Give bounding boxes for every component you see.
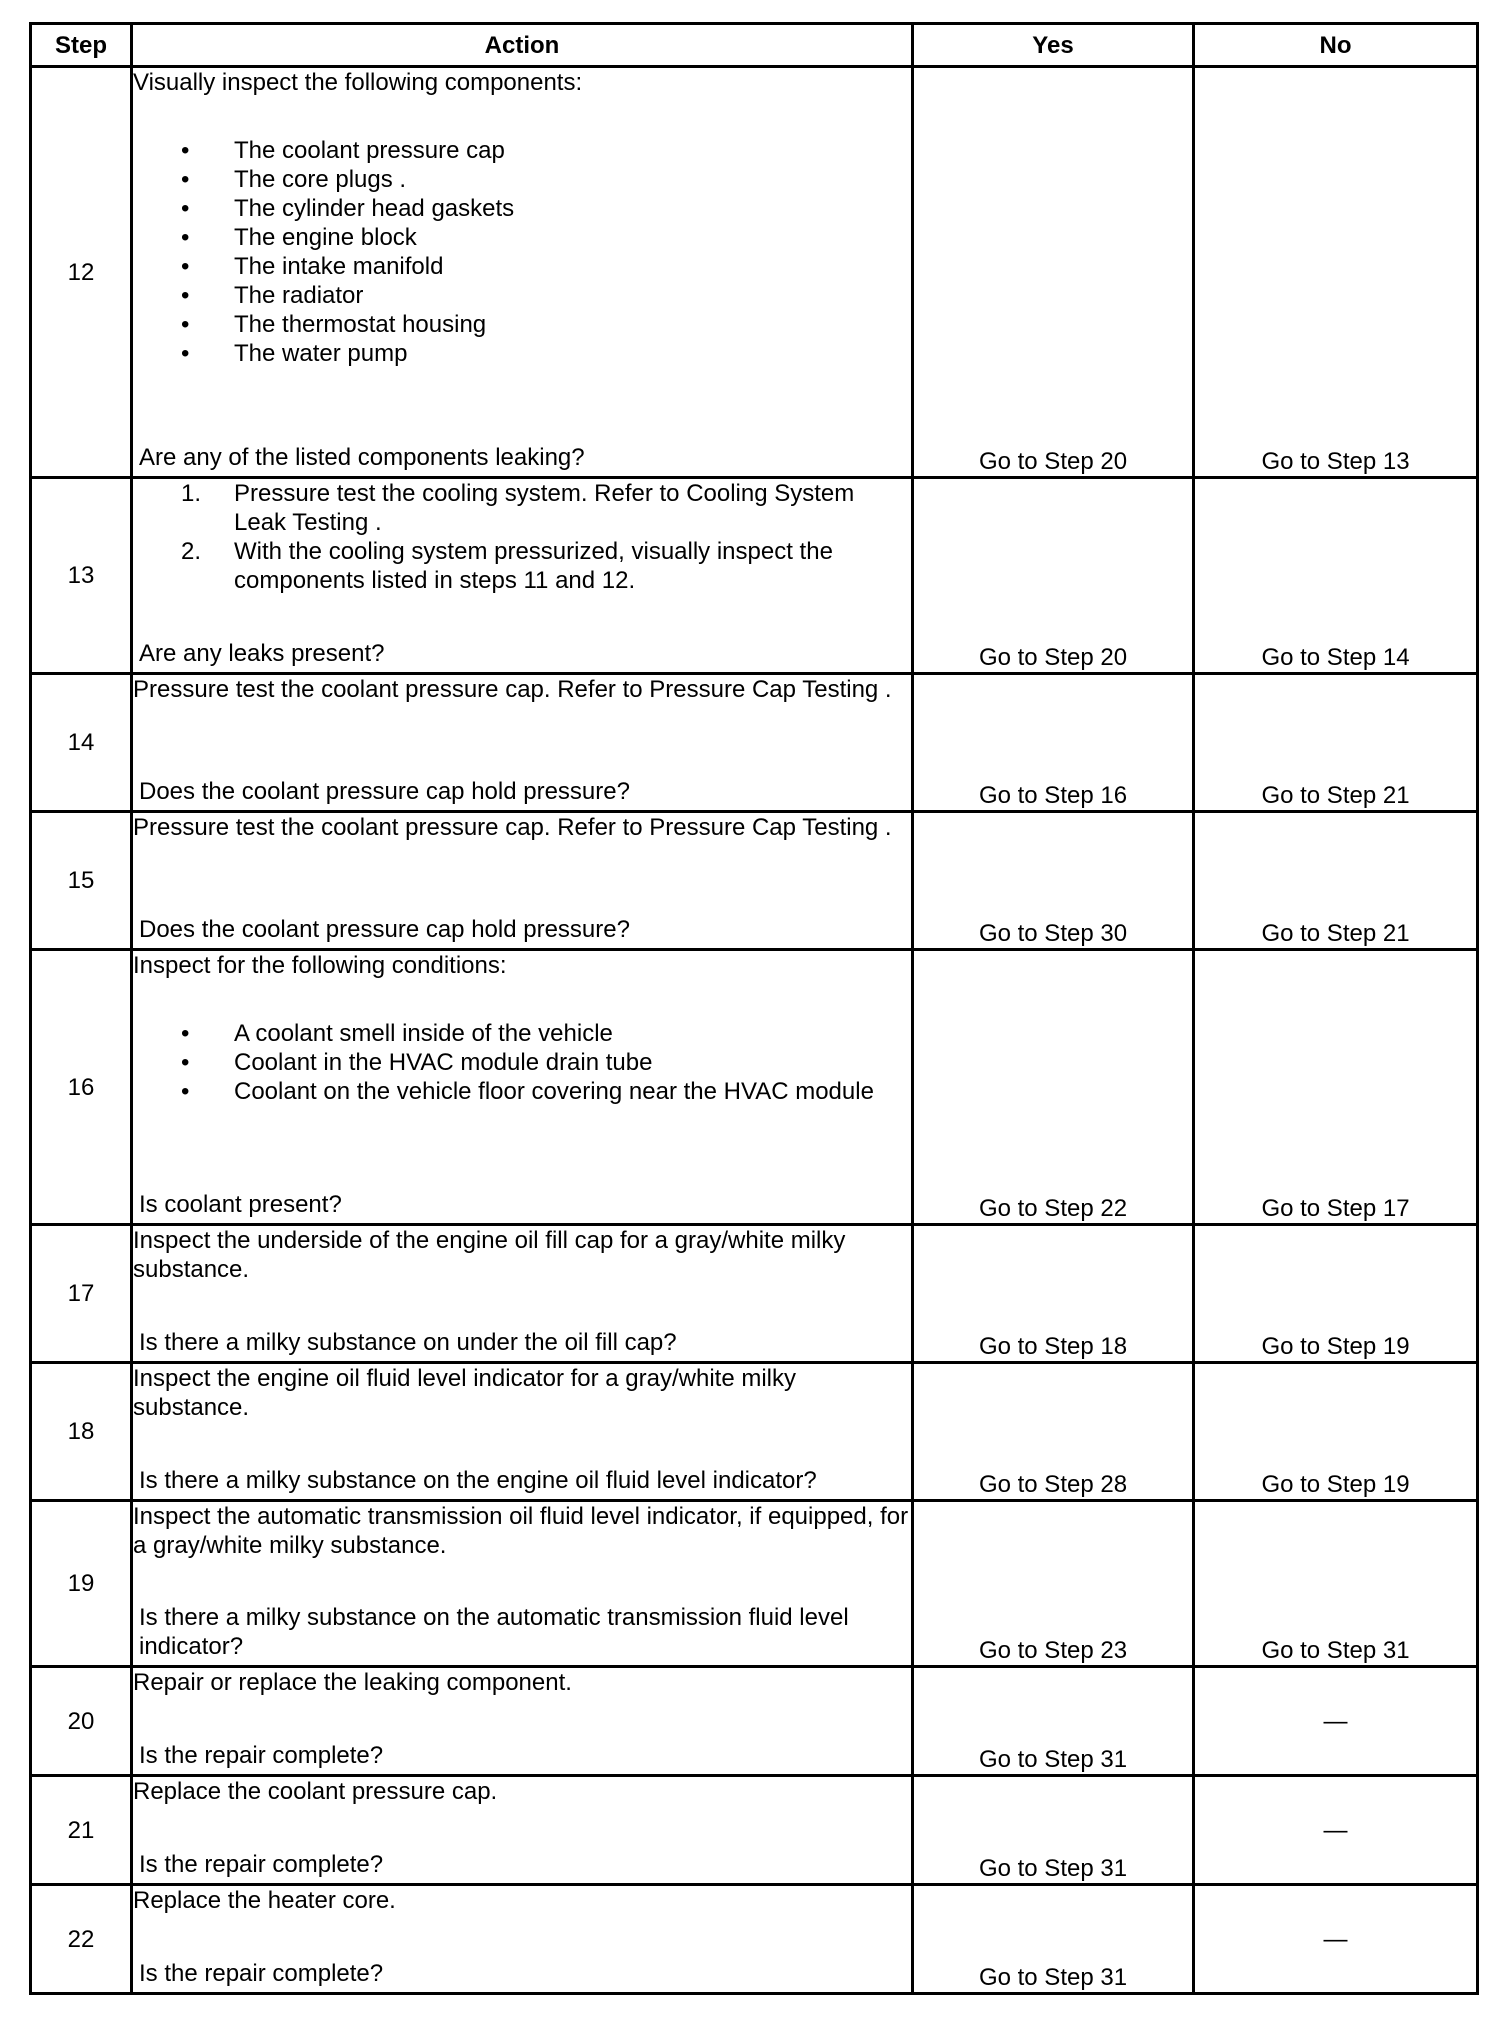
step-number: 17	[31, 1225, 132, 1363]
list-number: 2.	[181, 538, 202, 565]
bullet-marker: •	[181, 340, 190, 367]
action-question: Is coolant present?	[139, 1191, 342, 1218]
list-item-text: Coolant on the vehicle floor covering near the HVAC module	[234, 1078, 874, 1105]
action-question: Is there a milky substance on the automatic transmission fluid level indicator?	[139, 1604, 849, 1660]
bullet-marker: •	[181, 311, 190, 338]
list-item-text: The radiator	[234, 282, 364, 309]
list-item	[133, 310, 911, 339]
action-question: Is there a milky substance on the engine oil fluid level indicator?	[139, 1467, 817, 1494]
bulleted-list	[133, 136, 911, 368]
action-cell	[132, 1363, 913, 1501]
action-instruction: Repair or replace the leaking component.	[133, 1669, 572, 1696]
list-item-text: A coolant smell inside of the vehicle	[234, 1020, 613, 1047]
action-question: Is the repair complete?	[139, 1742, 384, 1769]
bullet-marker: •	[181, 224, 190, 251]
action-instruction: Replace the heater core.	[133, 1887, 396, 1914]
action-question: Is the repair complete?	[139, 1851, 384, 1878]
yes-result: Go to Step 28	[913, 1363, 1194, 1501]
step-number: 14	[31, 674, 132, 812]
table-row	[31, 1501, 1478, 1667]
bullet-marker: •	[181, 195, 190, 222]
step-number: 19	[31, 1501, 132, 1667]
list-item-text: The cylinder head gaskets	[234, 195, 515, 222]
action-cell	[132, 950, 913, 1225]
yes-result: Go to Step 20	[913, 67, 1194, 478]
list-number: 1.	[181, 480, 202, 507]
action-cell	[132, 1501, 913, 1667]
action-instruction: Inspect the underside of the engine oil fill cap for a gray/white milky substance.	[133, 1227, 846, 1283]
table-row	[31, 1225, 1478, 1363]
action-cell	[132, 67, 913, 478]
no-result: Go to Step 19	[1194, 1363, 1478, 1501]
action-instruction: Inspect for the following conditions:	[133, 952, 507, 979]
no-result: Go to Step 17	[1194, 950, 1478, 1225]
header-action: Action	[132, 24, 913, 67]
action-question: Is the repair complete?	[139, 1960, 384, 1987]
yes-result: Go to Step 18	[913, 1225, 1194, 1363]
action-cell	[132, 1885, 913, 1994]
step-number: 21	[31, 1776, 132, 1885]
list-item	[133, 1019, 911, 1048]
table-row	[31, 1885, 1478, 1994]
list-item-text: The engine block	[234, 224, 417, 251]
list-item	[133, 223, 911, 252]
list-item	[133, 339, 911, 368]
action-question: Does the coolant pressure cap hold pressure?	[139, 916, 630, 943]
action-cell	[132, 674, 913, 812]
step-number: 15	[31, 812, 132, 950]
diagnostic-table	[29, 22, 1479, 1995]
no-result: Go to Step 21	[1194, 812, 1478, 950]
action-instruction: Inspect the engine oil fluid level indicator for a gray/white milky substance.	[133, 1365, 796, 1421]
step-number: 16	[31, 950, 132, 1225]
yes-result: Go to Step 31	[913, 1885, 1194, 1994]
list-item	[133, 136, 911, 165]
list-item-text: The water pump	[234, 340, 408, 367]
list-item-text: Pressure test the cooling system. Refer to Cooling System Leak Testing .	[234, 480, 855, 536]
header-yes: Yes	[913, 24, 1194, 67]
list-item-text: The thermostat housing	[234, 311, 487, 338]
action-question: Does the coolant pressure cap hold pressure?	[139, 778, 630, 805]
yes-result: Go to Step 31	[913, 1667, 1194, 1776]
list-item-text: Coolant in the HVAC module drain tube	[234, 1049, 653, 1076]
yes-result: Go to Step 30	[913, 812, 1194, 950]
action-instruction: Replace the coolant pressure cap.	[133, 1778, 498, 1805]
action-instruction: Pressure test the coolant pressure cap. Refer to Pressure Cap Testing .	[133, 676, 892, 703]
list-item-text: The intake manifold	[234, 253, 444, 280]
table-row	[31, 1363, 1478, 1501]
list-item	[133, 165, 911, 194]
no-result: —	[1194, 1776, 1478, 1885]
list-item-text: With the cooling system pressurized, visually inspect the components listed in steps 11 and 12.	[234, 538, 833, 594]
step-number: 22	[31, 1885, 132, 1994]
yes-result: Go to Step 16	[913, 674, 1194, 812]
bullet-marker: •	[181, 166, 190, 193]
header-row	[31, 24, 1478, 67]
list-item	[133, 281, 911, 310]
yes-result: Go to Step 20	[913, 478, 1194, 674]
list-item	[133, 1048, 911, 1077]
bullet-marker: •	[181, 137, 190, 164]
list-item	[133, 537, 911, 595]
header-no: No	[1194, 24, 1478, 67]
bullet-marker: •	[181, 253, 190, 280]
table-row	[31, 950, 1478, 1225]
no-result: Go to Step 13	[1194, 67, 1478, 478]
step-number: 20	[31, 1667, 132, 1776]
no-result: Go to Step 14	[1194, 478, 1478, 674]
action-instruction: Inspect the automatic transmission oil fluid level indicator, if equipped, for a gray/white milky substance.	[133, 1503, 909, 1559]
header-step: Step	[31, 24, 132, 67]
action-question: Are any of the listed components leaking?	[139, 444, 585, 471]
step-number: 12	[31, 67, 132, 478]
action-cell	[132, 1225, 913, 1363]
action-cell	[132, 478, 913, 674]
no-result: Go to Step 19	[1194, 1225, 1478, 1363]
no-result: Go to Step 31	[1194, 1501, 1478, 1667]
table-row	[31, 674, 1478, 812]
table-row	[31, 478, 1478, 674]
list-item	[133, 252, 911, 281]
bullet-marker: •	[181, 282, 190, 309]
action-cell	[132, 1776, 913, 1885]
action-cell	[132, 812, 913, 950]
list-item	[133, 1077, 911, 1106]
yes-result: Go to Step 23	[913, 1501, 1194, 1667]
table-row	[31, 1667, 1478, 1776]
yes-result: Go to Step 31	[913, 1776, 1194, 1885]
numbered-list	[133, 479, 911, 595]
no-result: Go to Step 21	[1194, 674, 1478, 812]
bullet-marker: •	[181, 1049, 190, 1076]
step-number: 13	[31, 478, 132, 674]
step-number: 18	[31, 1363, 132, 1501]
table-row	[31, 1776, 1478, 1885]
action-instruction: Visually inspect the following components:	[133, 69, 583, 96]
list-item-text: The core plugs .	[234, 166, 407, 193]
table-row	[31, 67, 1478, 478]
no-result: —	[1194, 1885, 1478, 1994]
no-result: —	[1194, 1667, 1478, 1776]
action-question: Is there a milky substance on under the oil fill cap?	[139, 1329, 677, 1356]
table-row	[31, 812, 1478, 950]
action-cell	[132, 1667, 913, 1776]
bullet-marker: •	[181, 1020, 190, 1047]
yes-result: Go to Step 22	[913, 950, 1194, 1225]
action-instruction: Pressure test the coolant pressure cap. Refer to Pressure Cap Testing .	[133, 814, 892, 841]
list-item	[133, 194, 911, 223]
list-item-text: The coolant pressure cap	[234, 137, 505, 164]
bullet-marker: •	[181, 1078, 190, 1105]
bulleted-list	[133, 1019, 911, 1106]
action-question: Are any leaks present?	[139, 640, 385, 667]
list-item	[133, 479, 911, 537]
